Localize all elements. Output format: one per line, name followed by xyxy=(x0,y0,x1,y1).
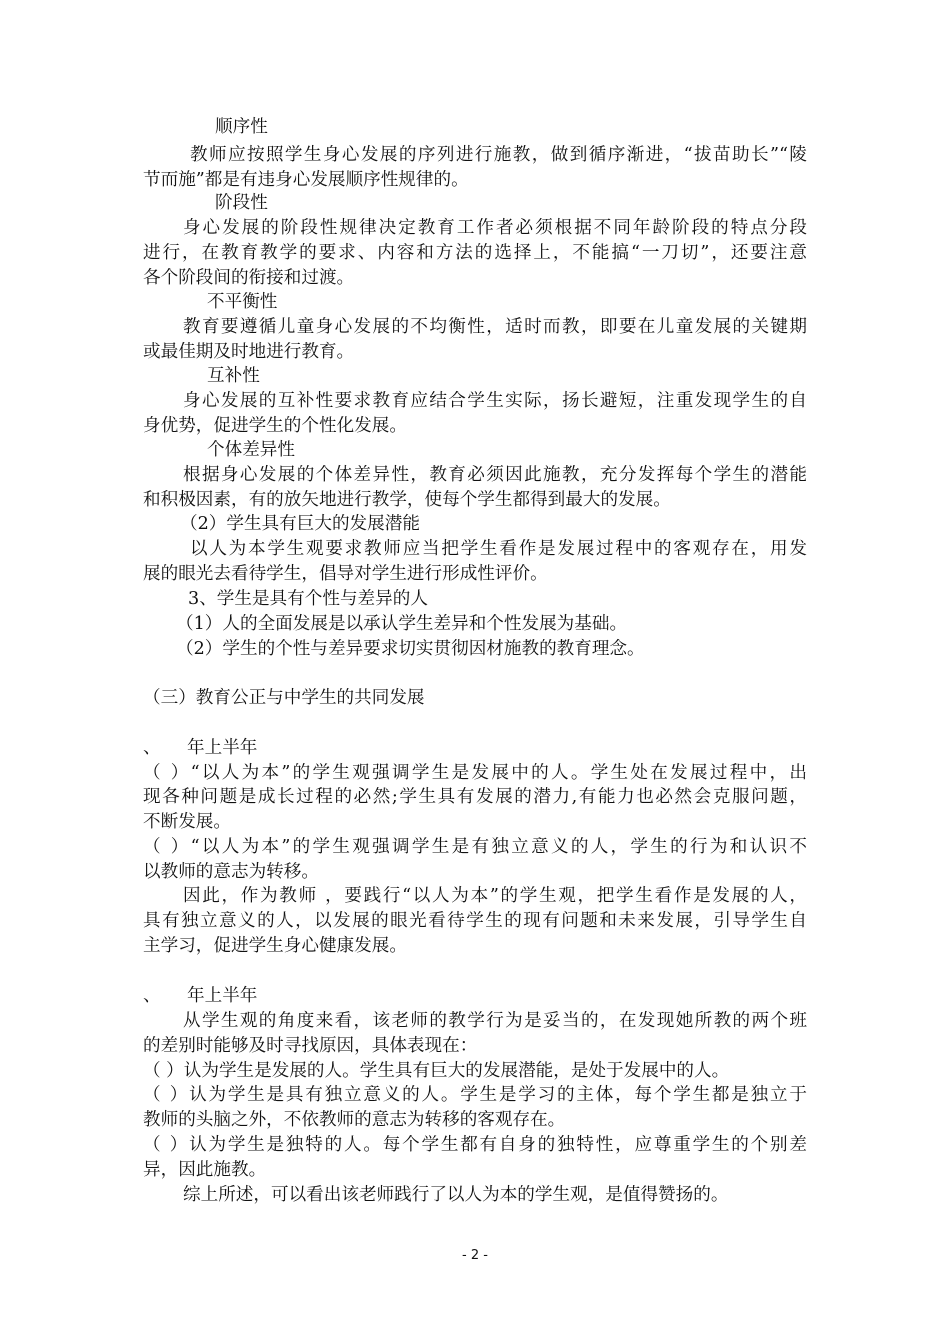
text-line: 的差别时能够及时寻找原因，具体表现在： xyxy=(143,1036,478,1056)
text-line: （ ）认为学生是具有独立意义的人。学生是学习的主体，每个学生都是独立于 xyxy=(143,1085,807,1105)
text-line: 身优势，促进学生的个性化发展。 xyxy=(143,416,407,436)
text-line: 教师应按照学生身心发展的序列进行施教，做到循序渐进，“拔苗助长”“陵 xyxy=(190,145,807,165)
section-marker-label: 年上半年 xyxy=(187,738,258,758)
text-line: 主学习，促进学生身心健康发展。 xyxy=(143,936,407,956)
list-item: （1）人的全面发展是以承认学生差异和个性发展为基础。 xyxy=(176,614,628,634)
subheading-sequence: 顺序性 xyxy=(215,117,268,137)
subheading-stage: 阶段性 xyxy=(215,193,268,213)
text-line: 从学生观的角度来看，该老师的教学行为是妥当的，在发现她所教的两个班 xyxy=(183,1011,807,1031)
section-marker: 、 xyxy=(143,738,161,758)
text-line: 不断发展。 xyxy=(143,812,231,832)
text-line: 展的眼光去看待学生，倡导对学生进行形成性评价。 xyxy=(143,564,548,584)
text-line: 以人为本学生观要求教师应当把学生看作是发展过程中的客观存在，用发 xyxy=(190,539,807,559)
text-line: 教师的头脑之外，不依教师的意志为转移的客观存在。 xyxy=(143,1110,566,1130)
text-line: 身心发展的阶段性规律决定教育工作者必须根据不同年龄阶段的特点分段 xyxy=(183,218,807,238)
numbered-heading: 3、学生是具有个性与差异的人 xyxy=(188,589,428,609)
page-number: - 2 - xyxy=(462,1248,488,1263)
section-marker: 、 xyxy=(143,986,161,1006)
text-line: 现各种问题是成长过程的必然;学生具有发展的潜力,有能力也必然会克服问题， xyxy=(143,787,807,807)
subheading-complementarity: 互补性 xyxy=(207,366,260,386)
text-line: 节而施”都是有违身心发展顺序性规律的。 xyxy=(143,170,469,190)
text-line: 教育要遵循儿童身心发展的不均衡性，适时而教，即要在儿童发展的关键期 xyxy=(183,317,807,337)
text-line: 进行，在教育教学的要求、内容和方法的选择上，不能搞“一刀切”，还要注意 xyxy=(143,243,807,263)
section-marker-label: 年上半年 xyxy=(187,986,258,1006)
text-line: 以教师的意志为转移。 xyxy=(143,862,319,882)
text-line: 身心发展的互补性要求教育应结合学生实际，扬长避短，注重发现学生的自 xyxy=(183,391,807,411)
text-line: 和积极因素，有的放矢地进行教学，使每个学生都得到最大的发展。 xyxy=(143,490,671,510)
subheading-individual-difference: 个体差异性 xyxy=(207,440,295,460)
section-heading: （三）教育公正与中学生的共同发展 xyxy=(143,688,425,708)
text-line: 或最佳期及时地进行教育。 xyxy=(143,342,355,362)
text-line: （ ）“以人为本”的学生观强调学生是发展中的人。学生处在发展过程中，出 xyxy=(143,763,807,783)
text-line: 异，因此施教。 xyxy=(143,1160,267,1180)
text-line: 具有独立意义的人，以发展的眼光看待学生的现有问题和未来发展，引导学生自 xyxy=(143,911,807,931)
numbered-heading: （2）学生具有巨大的发展潜能 xyxy=(180,514,420,534)
text-line: （ ）“以人为本”的学生观强调学生是有独立意义的人，学生的行为和认识不 xyxy=(143,837,807,857)
list-item: （2）学生的个性与差异要求切实贯彻因材施教的教育理念。 xyxy=(176,639,645,659)
text-line: （ ）认为学生是独特的人。每个学生都有自身的独特性，应尊重学生的个别差 xyxy=(143,1135,807,1155)
text-line: 综上所述，可以看出该老师践行了以人为本的学生观，是值得赞扬的。 xyxy=(183,1185,729,1205)
text-line: 因此，作为教师 ，要践行“以人为本”的学生观，把学生看作是发展的人， xyxy=(183,886,807,906)
text-line: （ ）认为学生是发展的人。学生具有巨大的发展潜能，是处于发展中的人。 xyxy=(143,1061,730,1081)
subheading-imbalance: 不平衡性 xyxy=(207,292,278,312)
text-line: 根据身心发展的个体差异性，教育必须因此施教，充分发挥每个学生的潜能 xyxy=(183,465,807,485)
text-line: 各个阶段间的衔接和过渡。 xyxy=(143,268,355,288)
